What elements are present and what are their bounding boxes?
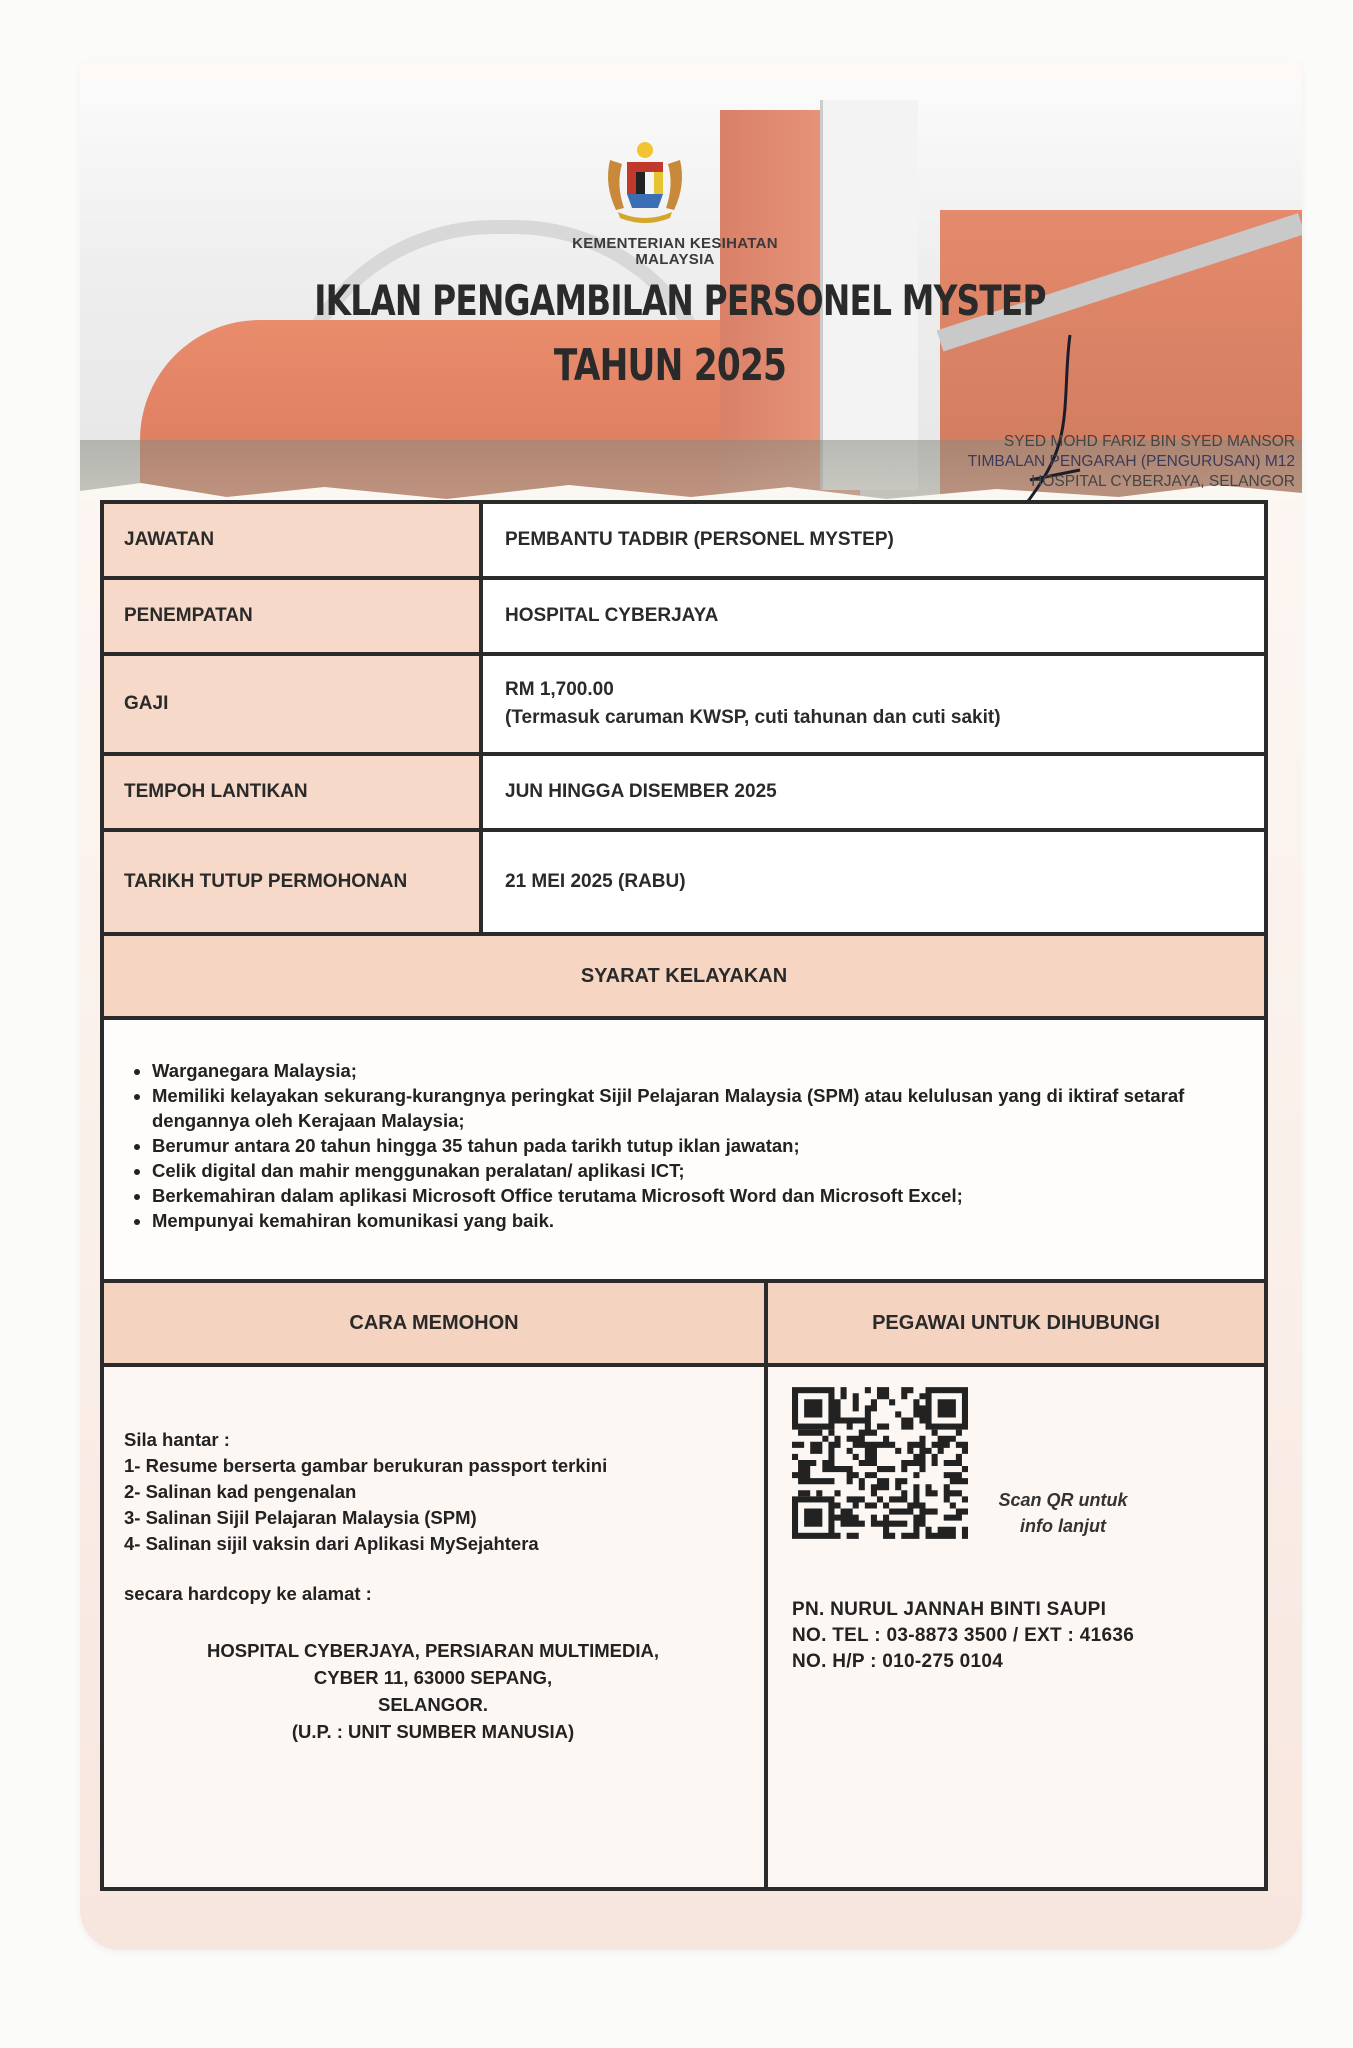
contact-heading: PEGAWAI UNTUK DIHUBUNGI — [768, 1283, 1264, 1367]
detail-value-text: HOSPITAL CYBERJAYA — [505, 605, 719, 626]
requirement-item: • Celik digital dan mahir menggunakan peralatan/ aplikasi ICT; — [152, 1158, 1240, 1183]
address-line: (U.P. : UNIT SUMBER MANUSIA) — [291, 1721, 575, 1742]
detail-value — [483, 656, 1264, 752]
detail-row-placement — [100, 576, 1268, 652]
contact-panel — [768, 1283, 1264, 1887]
contact-body — [768, 1367, 1264, 1887]
contact-phone: NO. TEL : 03-8873 3500 / EXT : 41636 — [792, 1625, 1135, 1646]
detail-value — [483, 756, 1264, 828]
requirements-heading: SYARAT KELAYAKAN — [100, 932, 1268, 1016]
address-line: HOSPITAL CYBERJAYA, PERSIARAN MULTIMEDIA, — [207, 1640, 659, 1661]
apply-method: secara hardcopy ke alamat : — [124, 1583, 372, 1604]
contact-mobile: NO. H/P : 010-275 0104 — [792, 1651, 1004, 1672]
apply-document: 4- Salinan sijil vaksin dari Aplikasi MySejahtera — [124, 1533, 539, 1554]
poster-subtitle-year: TAHUN 2025 — [553, 340, 787, 391]
salary-note: (Termasuk caruman KWSP, cuti tahunan dan cuti sakit) — [505, 707, 1001, 728]
mailing-address — [124, 1637, 742, 1745]
detail-label: TARIKH TUTUP PERMOHONAN — [104, 832, 483, 932]
requirement-item: • Berkemahiran dalam aplikasi Microsoft Office terutama Microsoft Word dan Microsoft Excel; — [152, 1183, 1240, 1208]
detail-label: TEMPOH LANTIKAN — [104, 756, 483, 828]
malaysia-coat-of-arms-icon — [600, 140, 690, 230]
how-to-apply-panel — [104, 1283, 768, 1887]
contact-details — [792, 1597, 1134, 1675]
detail-label: GAJI — [104, 656, 483, 752]
detail-value-text: JUN HINGGA DISEMBER 2025 — [505, 781, 777, 802]
qr-caption-line-1: Scan QR untuk — [998, 1490, 1128, 1510]
detail-value-text: PEMBANTU TADBIR (PERSONEL MYSTEP) — [505, 529, 894, 550]
poster-title: IKLAN PENGAMBILAN PERSONEL MYSTEP — [314, 276, 1046, 325]
ministry-line-2: MALAYSIA — [635, 251, 715, 268]
detail-value — [483, 832, 1264, 932]
detail-row-salary — [100, 652, 1268, 752]
signatory-institution: HOSPITAL CYBERJAYA, SELANGOR — [1031, 473, 1295, 490]
requirement-item: • Warganegara Malaysia; — [152, 1058, 1240, 1083]
detail-value-text: 21 MEI 2025 (RABU) — [505, 871, 686, 892]
detail-row-tenure — [100, 752, 1268, 828]
apply-document: 1- Resume berserta gambar berukuran passport terkini — [124, 1455, 608, 1476]
detail-value — [483, 504, 1264, 576]
requirements-list — [100, 1016, 1268, 1279]
signatory-name: SYED MOHD FARIZ BIN SYED MANSOR — [1003, 433, 1295, 450]
apply-document: 2- Salinan kad pengenalan — [124, 1481, 357, 1502]
requirement-item: • Mempunyai kemahiran komunikasi yang baik. — [152, 1208, 1240, 1233]
qr-caption — [983, 1487, 1143, 1539]
address-line: CYBER 11, 63000 SEPANG, — [313, 1667, 553, 1688]
address-line: SELANGOR. — [378, 1694, 488, 1715]
how-to-apply-heading: CARA MEMOHON — [104, 1283, 764, 1367]
salary-amount: RM 1,700.00 — [505, 679, 614, 700]
detail-value — [483, 580, 1264, 652]
job-details-table — [100, 500, 1268, 1891]
requirement-item: • Berumur antara 20 tahun hingga 35 tahun pada tarikh tutup iklan jawatan; — [152, 1133, 1240, 1158]
detail-row-closing-date — [100, 828, 1268, 932]
detail-row-position — [100, 500, 1268, 576]
qr-caption-line-2: info lanjut — [1020, 1516, 1106, 1536]
apply-and-contact-section — [100, 1279, 1268, 1891]
requirement-item: • Memiliki kelayakan sekurang-kurangnya peringkat Sijil Pelajaran Malaysia (SPM) atau kelulusan yang di iktiraf setaraf dengannya oleh Kerajaan Malaysia; — [152, 1083, 1240, 1133]
apply-intro: Sila hantar : — [124, 1429, 230, 1450]
ministry-line-1: KEMENTERIAN KESIHATAN — [572, 235, 778, 252]
official-stamp — [900, 432, 1295, 492]
ministry-name — [520, 236, 830, 268]
signatory-position: TIMBALAN PENGARAH (PENGURUSAN) M12 — [967, 453, 1295, 470]
apply-document: 3- Salinan Sijil Pelajaran Malaysia (SPM) — [124, 1507, 477, 1528]
detail-label: JAWATAN — [104, 504, 483, 576]
contact-name: PN. NURUL JANNAH BINTI SAUPI — [792, 1599, 1107, 1620]
detail-label: PENEMPATAN — [104, 580, 483, 652]
how-to-apply-body — [104, 1367, 764, 1887]
qr-code-icon[interactable] — [792, 1387, 968, 1539]
